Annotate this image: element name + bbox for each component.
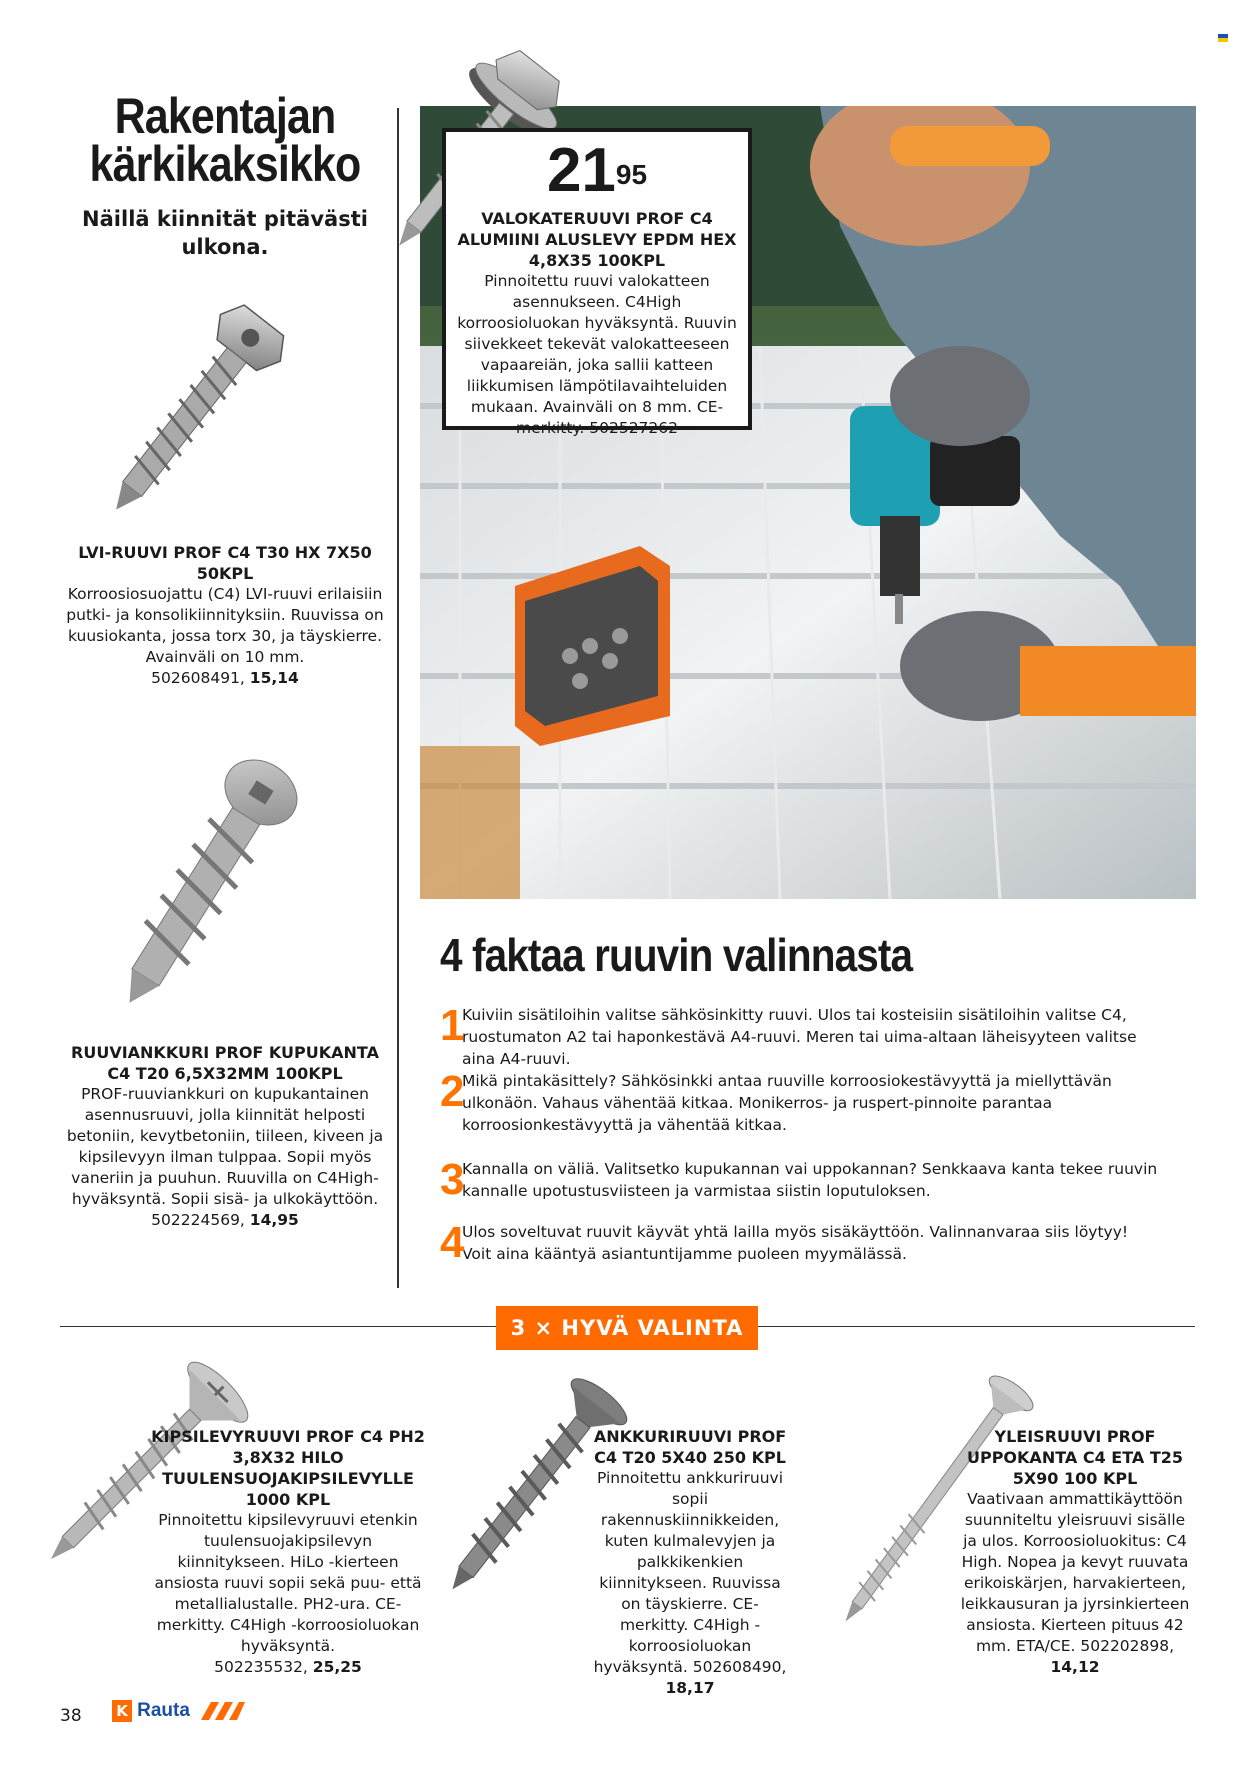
product-code: 502235532, bbox=[214, 1658, 308, 1676]
lvi-screw-info bbox=[60, 542, 390, 689]
fact-number: 2 bbox=[440, 1067, 465, 1116]
product-description: PROF-ruuviankkuri on kupukantainen asennusruuvi, jolla kiinnität helposti betoniin, kevytbetoniin, tiileen, kiveen ja kipsilevyyn ilman tulppaa. Sopii myös vaneriin ja puuhun. Ruuvilla on C4High-hyväksyntä. Sopii sisä- ja ulkokäyttöön. bbox=[66, 1085, 384, 1208]
product-price: 25,25 bbox=[312, 1658, 362, 1676]
fact-number: 1 bbox=[440, 1001, 465, 1050]
general-screw-info bbox=[960, 1426, 1190, 1678]
fact-item bbox=[440, 1067, 1160, 1136]
fact-text: Kannalla on väliä. Valitsetko kupukannan vai uppokannan? Senkkaava kanta tekee ruuvin kannalle upotustusviisteen ja varmistaa siistin loputuloksen. bbox=[462, 1160, 1158, 1200]
product-price: 14,95 bbox=[249, 1211, 299, 1229]
page-number: 38 bbox=[60, 1706, 82, 1726]
product-description: Pinnoitettu ankkuriruuvi sopii rakennuskiinnikkeiden, kuten kulmalevyjen ja palkkikenkien kiinnitykseen. Ruuvissa on täyskierre. CE-merkitty. C4High -korroosioluokan hyväksyntä. 502608490, bbox=[593, 1469, 787, 1676]
product-title: RUUVIANKKURI PROF KUPUKANTA C4 T20 6,5X32MM 100KPL bbox=[71, 1043, 379, 1083]
screw-anchor-info bbox=[60, 1042, 390, 1231]
fact-item bbox=[440, 1155, 1160, 1204]
featured-price-box bbox=[442, 128, 752, 437]
fact-item bbox=[440, 1001, 1160, 1070]
product-title: ANKKURIRUUVI PROF C4 T20 5X40 250 KPL bbox=[593, 1427, 787, 1467]
product-title: LVI-RUUVI PROF C4 T30 HX 7X50 50KPL bbox=[78, 543, 372, 583]
featured-title: VALOKATERUUVI PROF C4 ALUMIINI ALUSLEVY EPDM HEX 4,8X35 100KPL bbox=[457, 209, 737, 270]
drywall-screw-info bbox=[148, 1426, 428, 1678]
product-title: KIPSILEVYRUUVI PROF C4 PH2 3,8X32 HILO TUULENSUOJAKIPSILEVYLLE 1000 KPL bbox=[151, 1427, 425, 1509]
product-price: 15,14 bbox=[249, 669, 299, 687]
fact-text: Mikä pintakäsittely? Sähkösinkki antaa ruuville korroosiokestävyyttä ja miellyttävän ulkonäön. Vahaus vähentää kitkaa. Monikerros- ja ruspert-pinnoite parantaa korroosionkestävyyttä ja vähentää kitkaa. bbox=[462, 1072, 1112, 1134]
fact-item bbox=[440, 1218, 1160, 1267]
product-price: 14,12 bbox=[1050, 1658, 1100, 1676]
flag-icon bbox=[1218, 34, 1228, 42]
fact-text: Ulos soveltuvat ruuvit käyvät yhtä lailla myös sisäkäyttöön. Valinnanvaraa siis löytyy! Voit aina kääntyä asiantuntijamme puoleen myymälässä. bbox=[462, 1223, 1129, 1263]
product-description: Vaativaan ammattikäyttöön suunniteltu yleisruuvi sisälle ja ulos. Korroosioluokitus: C4 High. Nopea ja kevyt ruuvata erikoiskärjen, harvakierteen, leikkausuran ja jyrsinkierteen ansiosta. Kierteen pituus 42 mm. ETA/CE. 502202898, bbox=[960, 1490, 1190, 1655]
logo-stripes-icon bbox=[195, 1702, 245, 1720]
anchor-screw-info bbox=[590, 1426, 790, 1699]
page-subtitle: Näillä kiinnität pitävästi ulkona. bbox=[82, 207, 368, 259]
column-divider bbox=[397, 108, 399, 1288]
product-description: Korroosiosuojattu (C4) LVI-ruuvi erilaisiin putki- ja konsolikiinnityksiin. Ruuvissa on kuusiokanta, jossa torx 30, ja täyskierre. Avainväli on 10 mm. bbox=[66, 585, 384, 666]
product-title: YLEISRUUVI PROF UPPOKANTA C4 ETA T25 5X90 100 KPL bbox=[966, 1427, 1184, 1488]
product-code: 502608491, bbox=[151, 669, 245, 687]
facts-title: 4 faktaa ruuvin valinnasta bbox=[440, 929, 913, 981]
featured-price: $21^{95}$ bbox=[546, 136, 648, 205]
featured-description: Pinnoitettu ruuvi valokatteen asennukseen. C4High korroosioluokan hyväksyntä. Ruuvin siivekkeet tekevät valokatteeseen vapaareiän, joka sallii katteen liikkumisen lämpötilavaihteluiden mukaan. Avainväli on 8 mm. CE-merkitty. 502527262 bbox=[457, 272, 737, 437]
page-title: Rakentajan kärkikaksikko bbox=[89, 88, 361, 192]
fact-number: 4 bbox=[440, 1218, 465, 1267]
fact-text: Kuiviin sisätiloihin valitse sähkösinkitty ruuvi. Ulos tai kosteisiin sisätiloihin valitse C4, ruostumaton A2 tai haponkestävä A4-ruuvi. Meren tai uima-altaan läheisyyteen valitse aina A4-ruuvi. bbox=[462, 1006, 1137, 1068]
screw-anchor-image bbox=[80, 745, 320, 1035]
product-price: 18,17 bbox=[665, 1679, 715, 1697]
product-description: Pinnoitettu kipsilevyruuvi etenkin tuulensuojakipsilevyn kiinnitykseen. HiLo -kierteen ansiosta ruuvi sopii sekä puu- että metallialustalle. PH2-ura. CE-merkitty. C4High -korroosioluokan hyväksyntä. bbox=[154, 1511, 422, 1655]
k-rauta-logo: K Rauta bbox=[112, 1700, 252, 1730]
good-choice-badge: 3 × HYVÄ VALINTA bbox=[496, 1306, 758, 1350]
product-code: 502224569, bbox=[151, 1211, 245, 1229]
fact-number: 3 bbox=[440, 1155, 465, 1204]
lvi-screw-image bbox=[80, 285, 300, 545]
